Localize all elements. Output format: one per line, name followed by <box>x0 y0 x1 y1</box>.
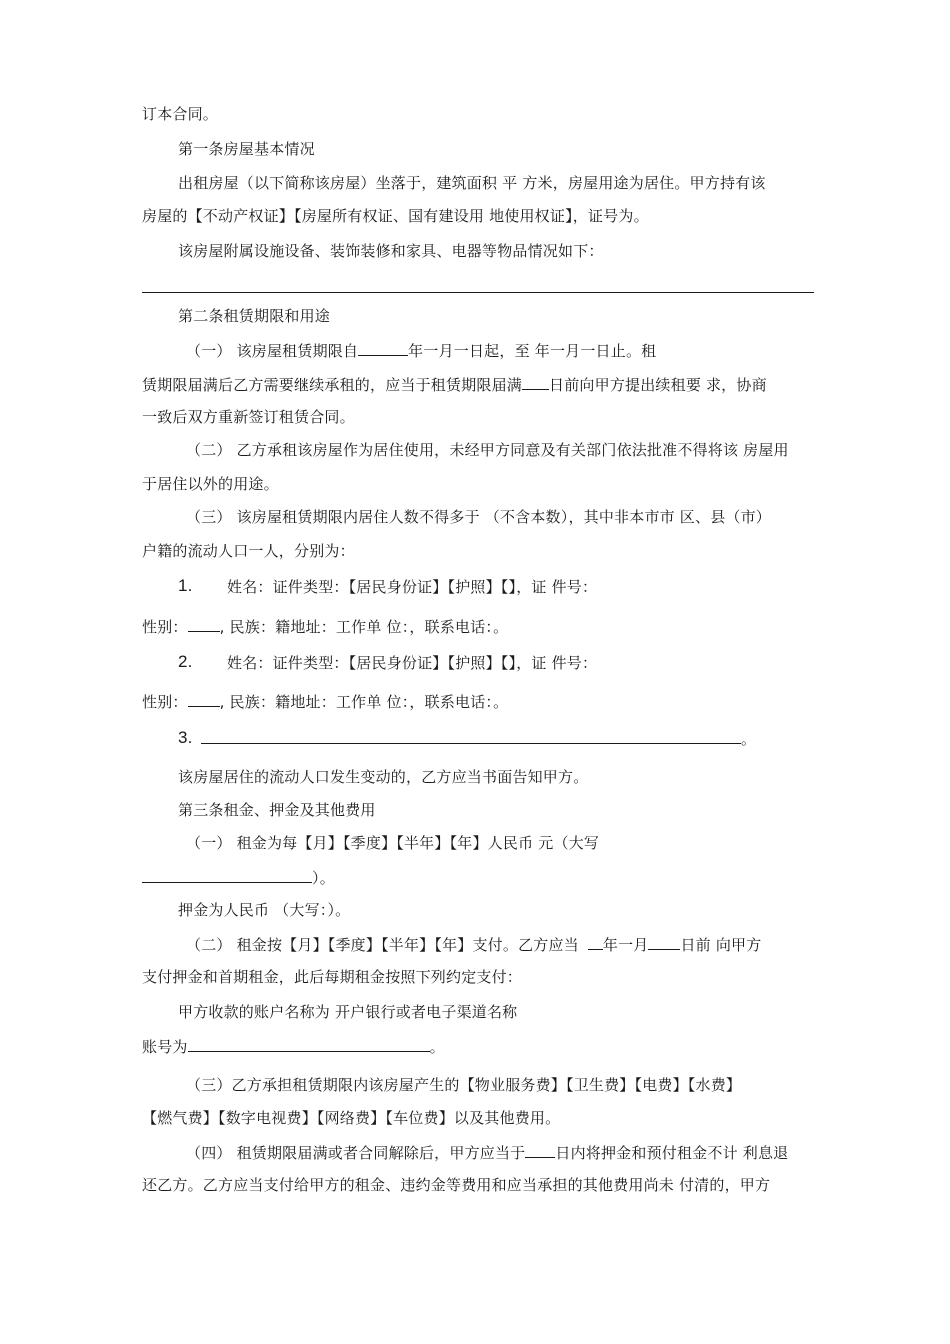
blank-underline <box>358 340 408 356</box>
paragraph-line: （三） 该房屋租赁期限内居住人数不得多于 （不含本数），其中非本市市 区、县（市） <box>186 508 772 526</box>
paragraph-line: 于居住以外的用途。 <box>142 475 279 493</box>
paragraph-line <box>142 867 335 888</box>
paragraph-line: 该房屋居住的流动人口发生变动的，乙方应当书面告知甲方。 <box>178 768 589 786</box>
text-segment: 账号为 <box>142 1038 188 1056</box>
paragraph-line <box>201 728 756 749</box>
list-number: 1. <box>178 576 193 595</box>
text-segment: 年一月 <box>602 936 649 954</box>
text-segment: 日内将押金和预付租金不计 利息退 <box>555 1144 789 1162</box>
text-segment: 。 <box>429 1038 445 1056</box>
text-segment: （四） 租赁期限届满或者合同解除后，甲方应当于 <box>186 1144 526 1162</box>
text-segment: 日前 向甲方 <box>680 936 762 954</box>
text-segment: , 民族：籍地址：工作单 位：，联系电话：。 <box>219 618 509 636</box>
paragraph-line: 房屋的【不动产权证】【房屋所有权证、国有建设用 地使用权证】，证号为。 <box>142 207 649 225</box>
paragraph-line: 甲方收款的账户名称为 开户银行或者电子渠道名称 <box>178 1003 518 1021</box>
paragraph-line: 姓名：证件类型：【居民身份证】【护照】【】，证 件号： <box>227 578 598 596</box>
text-segment: , 民族：籍地址：工作单 位：，联系电话：。 <box>219 693 509 711</box>
blank-underline <box>648 934 680 950</box>
paragraph-line: 该房屋附属设施设备、装饰装修和家具、电器等物品情况如下： <box>178 242 604 260</box>
paragraph-line: 支付押金和首期租金，此后每期租金按照下列约定支付： <box>142 968 523 986</box>
blank-underline <box>522 374 549 390</box>
text-segment: 。 <box>741 730 757 748</box>
blank-underline <box>525 1142 555 1158</box>
blank-underline <box>188 691 220 707</box>
list-number: 2. <box>178 652 193 671</box>
paragraph-line <box>142 374 767 395</box>
list-number: 3. <box>178 728 193 747</box>
paragraph-line <box>142 1036 445 1057</box>
text-segment: 性别： <box>142 618 188 636</box>
blank-underline <box>142 867 312 883</box>
paragraph-line <box>142 691 508 712</box>
blank-underline <box>188 616 220 632</box>
paragraph-line <box>186 340 656 361</box>
section-heading-3: 第三条租金、押金及其他费用 <box>178 801 376 819</box>
text-segment: （二） 租金按【月】【季度】【半年】【年】支付。乙方应当 <box>186 936 579 954</box>
text-segment: 性别： <box>142 693 188 711</box>
section-heading-1: 第一条房屋基本情况 <box>178 140 315 158</box>
paragraph-line <box>186 1142 788 1163</box>
text-segment: （一） 该房屋租赁期限自 <box>186 342 359 360</box>
paragraph-line: 押金为人民币 （大写：）。 <box>178 901 351 919</box>
text-segment: 赁期限届满后乙方需要继续承租的，应当于租赁期限届满 <box>142 376 523 394</box>
blank-underline <box>188 1036 430 1052</box>
blank-underline <box>588 934 603 950</box>
blank-underline <box>201 728 741 744</box>
section-heading-2: 第二条租赁期限和用途 <box>178 307 331 325</box>
paragraph-line: 还乙方。乙方应当支付给甲方的租金、违约金等费用和应当承担的其他费用尚未 付清的，甲方 <box>142 1176 771 1194</box>
text-segment: ）。 <box>312 869 335 887</box>
blank-fill-line <box>142 292 814 293</box>
paragraph-line: 【燃气费】【数字电视费】【网络费】【车位费】以及其他费用。 <box>142 1109 561 1127</box>
text-segment: 日前向甲方提出续租要 求，协商 <box>549 376 767 394</box>
paragraph-line <box>186 934 761 955</box>
paragraph-line: （三）乙方承担租赁期限内该房屋产生的【物业服务费】【卫生费】【电费】【水费】 <box>186 1076 742 1094</box>
paragraph-line: （二） 乙方承租该房屋作为居住使用，未经甲方同意及有关部门依法批准不得将该 房屋用 <box>186 441 789 459</box>
paragraph-line: 姓名：证件类型：【居民身份证】【护照】【】，证 件号： <box>227 654 598 672</box>
text-segment: 年一月一日起，至 年一月一日止。租 <box>408 342 657 360</box>
paragraph-line: （一） 租金为每【月】【季度】【半年】【年】人民币 元（大写 <box>186 834 600 852</box>
paragraph-line: 一致后双方重新签订租赁合同。 <box>142 408 355 426</box>
paragraph-line: 订本合同。 <box>142 105 219 123</box>
paragraph-line <box>142 616 508 637</box>
paragraph-line: 户籍的流动人口一人，分别为： <box>142 542 355 560</box>
paragraph-line: 出租房屋（以下简称该房屋）坐落于，建筑面积 平 方米，房屋用途为居住。甲方持有该 <box>178 174 766 192</box>
